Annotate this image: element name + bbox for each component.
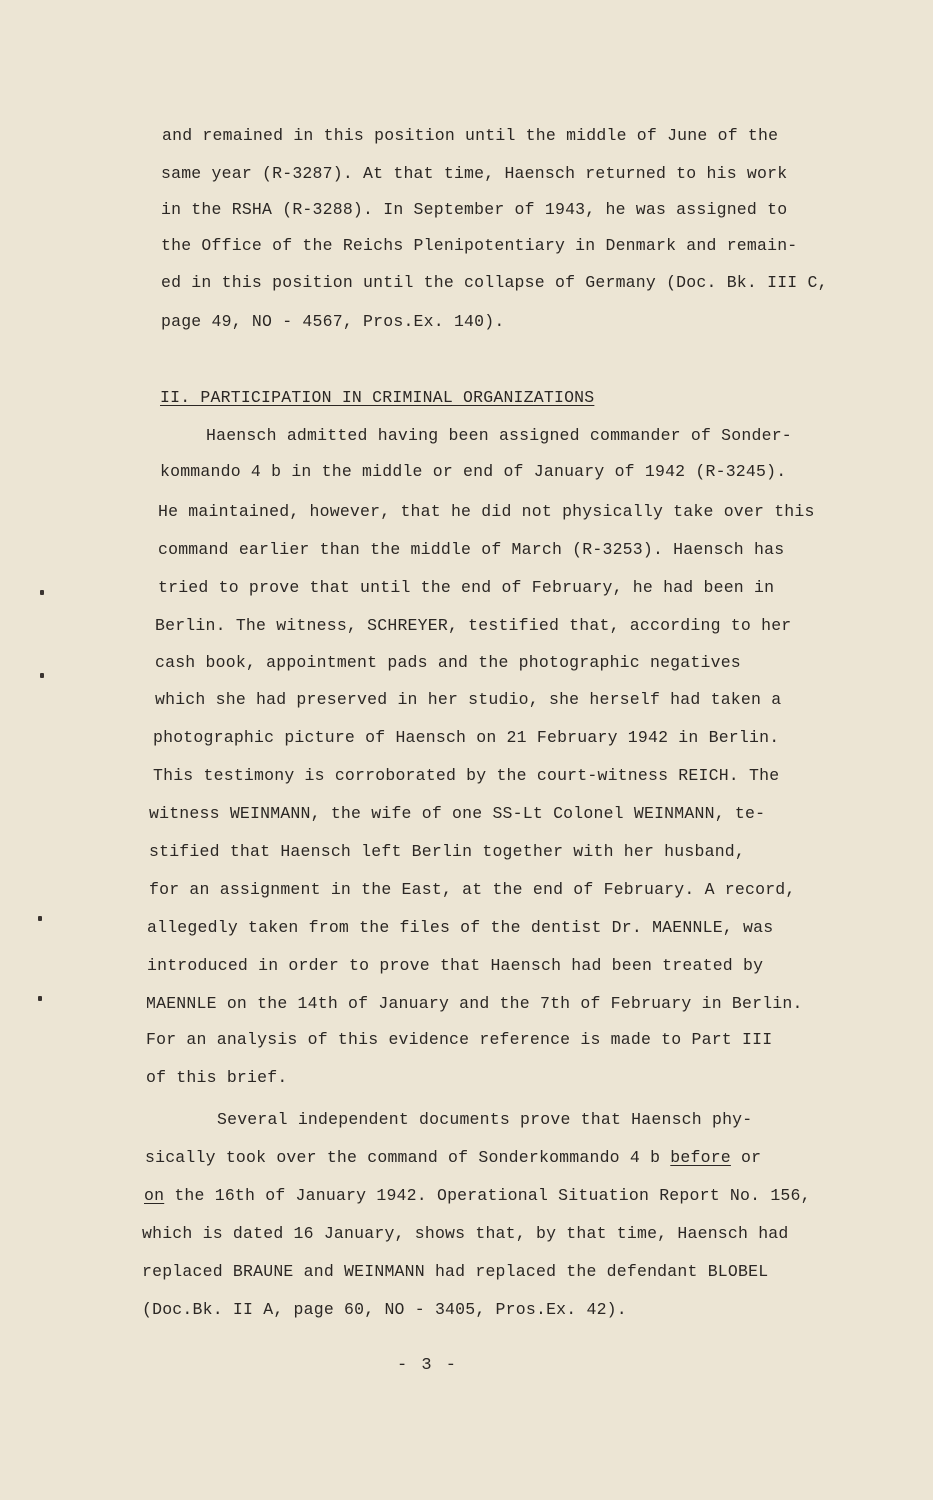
text-line: in the RSHA (R-3288). In September of 1943, he was assigned to bbox=[161, 200, 788, 219]
text-line: stified that Haensch left Berlin together with her husband, bbox=[149, 842, 745, 861]
text-line: command earlier than the middle of March (R-3253). Haensch has bbox=[158, 540, 785, 559]
underlined-word-on: on bbox=[144, 1186, 165, 1205]
text-segment: sically took over the command of Sonderkommando 4 b bbox=[145, 1148, 671, 1167]
text-line: replaced BRAUNE and WEINMANN had replaced the defendant BLOBEL bbox=[142, 1262, 769, 1281]
page-number: - 3 - bbox=[397, 1356, 459, 1375]
text-line: kommando 4 b in the middle or end of January of 1942 (R-3245). bbox=[160, 462, 787, 481]
text-line: which is dated 16 January, shows that, by that time, Haensch had bbox=[142, 1224, 789, 1243]
text-line: same year (R-3287). At that time, Haensch returned to his work bbox=[161, 164, 788, 183]
margin-mark bbox=[40, 590, 44, 595]
text-line: Several independent documents prove that Haensch phy- bbox=[217, 1110, 753, 1129]
text-line: for an assignment in the East, at the end of February. A record, bbox=[149, 880, 796, 899]
text-segment: the 16th of January 1942. Operational Situation Report No. 156, bbox=[164, 1186, 811, 1205]
text-line: tried to prove that until the end of February, he had been in bbox=[158, 578, 775, 597]
margin-mark bbox=[38, 996, 42, 1001]
section-heading: II. PARTICIPATION IN CRIMINAL ORGANIZATIONS bbox=[160, 388, 595, 407]
text-line: (Doc.Bk. II A, page 60, NO - 3405, Pros.Ex. 42). bbox=[142, 1300, 627, 1319]
text-line: For an analysis of this evidence reference is made to Part III bbox=[146, 1030, 773, 1049]
text-line: ed in this position until the collapse of Germany (Doc. Bk. III C, bbox=[161, 273, 828, 292]
text-line: and remained in this position until the middle of June of the bbox=[162, 126, 779, 145]
text-line bbox=[144, 1186, 811, 1205]
text-line: cash book, appointment pads and the photographic negatives bbox=[155, 653, 741, 672]
text-line: page 49, NO - 4567, Pros.Ex. 140). bbox=[161, 312, 505, 331]
margin-mark bbox=[38, 916, 42, 921]
text-line: He maintained, however, that he did not physically take over this bbox=[158, 502, 815, 521]
text-line: of this brief. bbox=[146, 1068, 288, 1087]
text-line: Haensch admitted having been assigned commander of Sonder- bbox=[206, 426, 792, 445]
text-line: photographic picture of Haensch on 21 February 1942 in Berlin. bbox=[153, 728, 780, 747]
text-line: which she had preserved in her studio, she herself had taken a bbox=[155, 690, 782, 709]
margin-mark bbox=[40, 673, 44, 678]
text-line: Berlin. The witness, SCHREYER, testified that, according to her bbox=[155, 616, 792, 635]
text-line: allegedly taken from the files of the dentist Dr. MAENNLE, was bbox=[147, 918, 774, 937]
text-line: the Office of the Reichs Plenipotentiary in Denmark and remain- bbox=[161, 236, 798, 255]
text-line: witness WEINMANN, the wife of one SS-Lt Colonel WEINMANN, te- bbox=[149, 804, 766, 823]
underlined-word-before: before bbox=[670, 1148, 731, 1167]
text-segment: or bbox=[730, 1148, 762, 1167]
text-line bbox=[145, 1148, 761, 1167]
text-line: MAENNLE on the 14th of January and the 7th of February in Berlin. bbox=[146, 994, 803, 1013]
text-line: This testimony is corroborated by the court-witness REICH. The bbox=[153, 766, 780, 785]
text-line: introduced in order to prove that Haensch had been treated by bbox=[147, 956, 764, 975]
